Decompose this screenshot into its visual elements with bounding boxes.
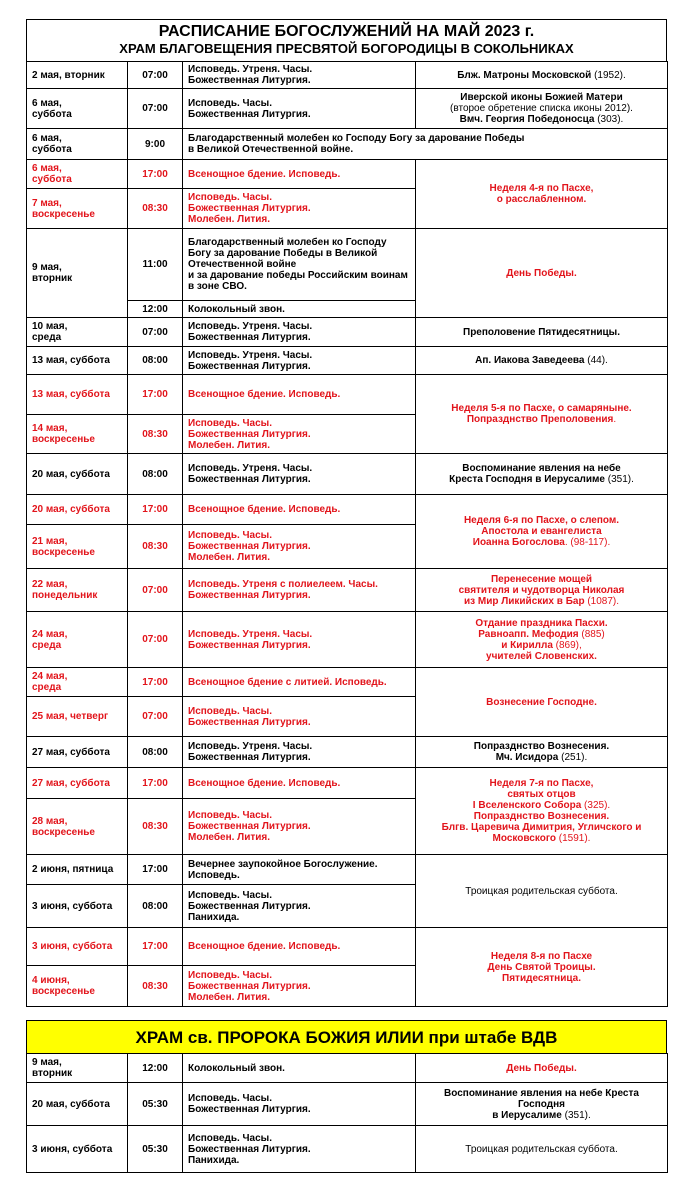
feast-note: (303). (594, 114, 624, 125)
feast-text: Неделя 5-я по Пасхе, о самаряныне. Попразднство Преполовения (451, 403, 632, 425)
table-row (27, 1126, 668, 1173)
time-cell: 12:00 (128, 1054, 183, 1083)
time-cell: 08:00 (128, 737, 183, 768)
table-row (27, 89, 668, 129)
service-cell: Исповедь. Часы. Божественная Литургия. Молебен. Лития. (183, 966, 416, 1007)
time-cell: 07:00 (128, 697, 183, 737)
church-name: ХРАМ БЛАГОВЕЩЕНИЯ ПРЕСВЯТОЙ БОГОРОДИЦЫ В СОКОЛЬНИКАХ (119, 41, 574, 56)
service-cell: Исповедь. Утреня. Часы. Божественная Литургия. (183, 737, 416, 768)
time-cell: 08:00 (128, 347, 183, 375)
feast-text: Иверской иконы Божией Матери (460, 92, 623, 103)
date-cell: 13 мая, суббота (27, 375, 128, 415)
time-cell: 08:30 (128, 966, 183, 1007)
time-cell: 17:00 (128, 668, 183, 697)
table-row (27, 1083, 668, 1126)
feast-text: Неделя 7-я по Пасхе, святых отцов I Вселенского Собора (472, 778, 594, 811)
feast-cell (416, 612, 668, 668)
time-cell: 05:30 (128, 1126, 183, 1173)
time-cell: 08:30 (128, 525, 183, 569)
table-row (27, 129, 668, 160)
service-cell: Колокольный звон. (183, 301, 416, 318)
time-cell: 07:00 (128, 89, 183, 129)
service-cell: Исповедь. Утреня с полиелеем. Часы. Божественная Литургия. (183, 569, 416, 612)
date-cell: 3 июня, суббота (27, 885, 128, 928)
date-cell: 27 мая, суббота (27, 737, 128, 768)
time-cell: 08:00 (128, 454, 183, 495)
time-cell: 12:00 (128, 301, 183, 318)
date-cell: 24 мая, среда (27, 612, 128, 668)
date-cell: 14 мая, воскресенье (27, 415, 128, 454)
service-cell: Вечернее заупокойное Богослужение. Исповедь. (183, 855, 416, 885)
feast-note: (1087). (584, 595, 620, 607)
date-cell: 6 мая, суббота (27, 89, 128, 129)
date-cell: 22 мая, понедельник (27, 569, 128, 612)
date-cell: 9 мая, вторник (27, 1054, 128, 1083)
date-cell: 3 июня, суббота (27, 928, 128, 966)
service-cell: Исповедь. Утреня. Часы. Божественная Литургия. (183, 318, 416, 347)
date-cell: 3 июня, суббота (27, 1126, 128, 1173)
time-cell: 17:00 (128, 160, 183, 189)
date-cell: 2 мая, вторник (27, 62, 128, 89)
service-cell: Исповедь. Утреня. Часы. Божественная Литургия. (183, 454, 416, 495)
feast-text: и Кирилла (501, 639, 553, 651)
date-cell: 20 мая, суббота (27, 454, 128, 495)
service-cell: Исповедь. Утреня. Часы. Божественная Литургия. (183, 62, 416, 89)
feast-cell: Неделя 4-я по Пасхе, о расслабленном. (416, 160, 668, 229)
service-cell: Исповедь. Часы. Божественная Литургия. (183, 697, 416, 737)
table-row (27, 855, 668, 885)
schedule-sheet (26, 19, 667, 1007)
date-cell: 9 мая, вторник (27, 229, 128, 318)
service-cell: Колокольный звон. (183, 1054, 416, 1083)
service-cell: Исповедь. Утреня. Часы. Божественная Литургия. (183, 347, 416, 375)
feast-cell: Троицкая родительская суббота. (416, 1126, 668, 1173)
feast-cell (416, 737, 668, 768)
feast-text: Ап. Иакова Заведеева (475, 355, 585, 366)
feast-cell (416, 495, 668, 569)
time-cell: 08:30 (128, 189, 183, 229)
table-row (27, 737, 668, 768)
service-cell: Исповедь. Часы. Божественная Литургия. (183, 1083, 416, 1126)
feast-cell: Вознесение Господне. (416, 668, 668, 737)
date-cell: 21 мая, воскресенье (27, 525, 128, 569)
feast-text: Блж. Матроны Московской (457, 69, 592, 81)
section2-sheet (26, 1053, 667, 1173)
feast-note: (второе обретение списка иконы 2012). (450, 103, 633, 114)
date-cell: 6 мая, суббота (27, 129, 128, 160)
feast-text: Перенесение мощей святителя и чудотворца Николая из Мир Ликийских в Бар (458, 573, 625, 607)
date-cell: 28 мая, воскресенье (27, 799, 128, 855)
schedule-table (26, 61, 668, 1007)
feast-note: (869), (552, 639, 582, 651)
table-row (27, 928, 668, 966)
feast-cell (416, 347, 668, 375)
feast-cell (416, 375, 668, 454)
feast-text: Попразднство Вознесения. Мч. Исидора (473, 741, 610, 763)
feast-note: (1952). (591, 69, 626, 81)
service-cell: Исповедь. Часы. Божественная Литургия. Панихида. (183, 885, 416, 928)
table-row (27, 318, 668, 347)
schedule-header (26, 19, 667, 61)
date-cell: 20 мая, суббота (27, 495, 128, 525)
service-cell: Благодарственный молебен ко Господу Богу за дарование Победы в Великой Отечественной войне. (183, 129, 668, 160)
service-cell: Всенощное бдение. Исповедь. (183, 928, 416, 966)
time-cell: 11:00 (128, 229, 183, 301)
date-cell: 13 мая, суббота (27, 347, 128, 375)
service-cell: Всенощное бдение. Исповедь. (183, 768, 416, 799)
feast-cell: День Победы. (416, 229, 668, 318)
service-cell: Исповедь. Часы. Божественная Литургия. Молебен. Лития. (183, 525, 416, 569)
date-cell: 6 мая, суббота (27, 160, 128, 189)
time-cell: 05:30 (128, 1083, 183, 1126)
time-cell: 08:00 (128, 885, 183, 928)
feast-text: Воспоминание явления на небе Креста Господня в Иерусалиме (449, 463, 621, 485)
feast-text: Вмч. Георгия Победоносца (459, 114, 595, 125)
date-cell: 24 мая, среда (27, 668, 128, 697)
service-cell: Исповедь. Утреня. Часы. Божественная Литургия. (183, 612, 416, 668)
feast-note: (351). (604, 474, 634, 485)
feast-note: (885) (578, 628, 605, 640)
table-row (27, 1054, 668, 1083)
table-row (27, 347, 668, 375)
date-cell: 2 июня, пятница (27, 855, 128, 885)
feast-cell (416, 62, 668, 89)
time-cell: 07:00 (128, 318, 183, 347)
feast-text: Неделя 6-я по Пасхе, о слепом. Апостола и евангелиста Иоанна Богослова (463, 515, 620, 548)
table-row (27, 768, 668, 799)
feast-text: Воспоминание явления на небе Креста Господня в Иерусалиме (444, 1087, 639, 1121)
feast-note: (251). (558, 752, 588, 763)
feast-cell (416, 1083, 668, 1126)
table-row (27, 668, 668, 697)
table-row (27, 375, 668, 415)
table-row (27, 569, 668, 612)
table-row (27, 160, 668, 189)
schedule-title: РАСПИСАНИЕ БОГОСЛУЖЕНИЙ НА МАЙ 2023 г. (158, 23, 535, 40)
feast-cell: День Победы. (416, 1054, 668, 1083)
service-cell: Всенощное бдение. Исповедь. (183, 495, 416, 525)
service-cell: Исповедь. Часы. Божественная Литургия. (183, 89, 416, 129)
date-cell: 4 июня, воскресенье (27, 966, 128, 1007)
feast-text: Отдание праздника Пасхи. Равноапп. Мефодия (475, 617, 608, 640)
service-cell: Всенощное бдение. Исповедь. (183, 375, 416, 415)
feast-note: . (98-117). (564, 537, 611, 548)
date-cell: 25 мая, четверг (27, 697, 128, 737)
time-cell: 07:00 (128, 612, 183, 668)
feast-cell (416, 454, 668, 495)
time-cell: 17:00 (128, 855, 183, 885)
feast-text: учителей Словенских. (486, 650, 597, 662)
feast-text: Попразднство Вознесения. Блгв. Царевича Димитрия, Угличского и Московского (441, 811, 642, 844)
service-cell: Всенощное бдение с литией. Исповедь. (183, 668, 416, 697)
time-cell: 17:00 (128, 928, 183, 966)
table-row (27, 612, 668, 668)
feast-note: . (613, 414, 617, 425)
feast-cell (416, 569, 668, 612)
date-cell: 20 мая, суббота (27, 1083, 128, 1126)
date-cell: 10 мая, среда (27, 318, 128, 347)
service-cell: Исповедь. Часы. Божественная Литургия. Молебен. Лития. (183, 189, 416, 229)
time-cell: 17:00 (128, 768, 183, 799)
service-cell: Исповедь. Часы. Божественная Литургия. Молебен. Лития. (183, 799, 416, 855)
feast-cell: Неделя 8-я по Пасхе День Святой Троицы. Пятидесятница. (416, 928, 668, 1007)
time-cell: 08:30 (128, 415, 183, 454)
section2-table (26, 1053, 668, 1173)
feast-cell (416, 768, 668, 855)
time-cell: 9:00 (128, 129, 183, 160)
time-cell: 07:00 (128, 569, 183, 612)
feast-cell: Преполовение Пятидесятницы. (416, 318, 668, 347)
feast-cell (416, 89, 668, 129)
section2-title: ХРАМ св. ПРОРОКА БОЖИЯ ИЛИИ при штабе ВДВ (26, 1020, 667, 1053)
service-cell: Всенощное бдение. Исповедь. (183, 160, 416, 189)
feast-cell: Троицкая родительская суббота. (416, 855, 668, 928)
feast-note: (44). (584, 355, 608, 366)
date-cell: 27 мая, суббота (27, 768, 128, 799)
feast-note: (325). (581, 800, 611, 811)
time-cell: 08:30 (128, 799, 183, 855)
table-row (27, 454, 668, 495)
time-cell: 17:00 (128, 495, 183, 525)
feast-note: (351). (561, 1109, 591, 1121)
service-cell: Исповедь. Часы. Божественная Литургия. Молебен. Лития. (183, 415, 416, 454)
service-cell: Исповедь. Часы. Божественная Литургия. Панихида. (183, 1126, 416, 1173)
table-row (27, 495, 668, 525)
date-cell: 7 мая, воскресенье (27, 189, 128, 229)
table-row (27, 62, 668, 89)
time-cell: 07:00 (128, 62, 183, 89)
service-cell: Благодарственный молебен ко Господу Богу за дарование Победы в Великой Отечественной войне и за дарование победы Российским воинам в зоне СВО. (183, 229, 416, 301)
table-row (27, 229, 668, 301)
feast-note: (1591). (555, 833, 591, 844)
time-cell: 17:00 (128, 375, 183, 415)
